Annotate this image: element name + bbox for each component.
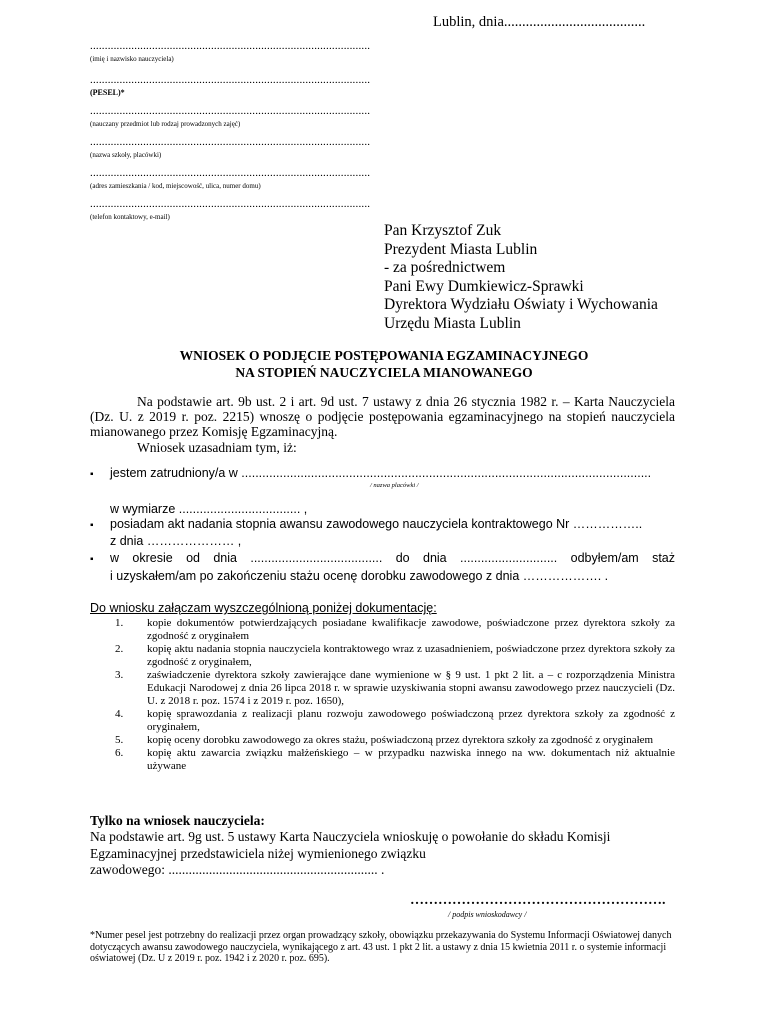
list-item-number: 5. [115, 734, 124, 746]
list-item-number: 4. [115, 708, 124, 720]
addressee-line: Prezydent Miasta Lublin [384, 240, 538, 258]
addressee-line: - za pośrednictwem [384, 259, 506, 276]
footnote: *Numer pesel jest potrzebny do realizacji przez organ prowadzący szkoły, obowiązku przekazywania do Systemu Informacji Oświatowej danych dotyczących awansu zawodowego nauczyciela, wynikającego z art. 43 ust. 1 pkt 2 lit. a ustawy z dnia 15 kwietnia 2011 r. o systemie informacji oświatowej (Dz. U z 2019 r. poz. 1942 i z 2020 r. poz. 695). [90, 930, 672, 964]
intro-paragraph: Na podstawie art. 9b ust. 2 i art. 9d ust. 7 ustawy z dnia 26 stycznia 1982 r. – Karta Nauczyciela (Dz. U. z 2019 r. poz. 2215) wnoszę o podjęcie postępowania egzaminacyjnego na stopień nauczyciela mianowanego przez Komisję Egzaminacyjną. [90, 394, 675, 439]
signature-line: ………………………………………………. [410, 893, 666, 908]
addressee-block [384, 222, 658, 333]
list-item-text: kopię sprawozdania z realizacji planu rozwoju zawodowego poświadczoną przez dyrektora szkoły za zgodność z oryginałem, [147, 708, 675, 733]
list-item-number: 2. [115, 643, 124, 655]
certificate-date: z dnia ………………… , [110, 534, 242, 548]
bullet-marker: ▪ [90, 469, 94, 480]
document-title-line2: NA STOPIEŃ NAUCZYCIELA MIANOWANEGO [235, 365, 533, 380]
teacher-request-line2: Egzaminacyjnej przedstawiciela niżej wymienionego związku [90, 846, 426, 861]
list-item-number: 3. [115, 669, 124, 681]
bullet-marker: ▪ [90, 520, 94, 531]
list-item [90, 734, 675, 747]
field-line-address: ............................................................................................... [90, 167, 371, 179]
field-line-school: ............................................................................................... [90, 136, 371, 148]
list-item-text: kopię oceny dorobku zawodowego za okres stażu, poświadczoną przez dyrektora szkoły za zgodność z oryginałem [147, 734, 654, 746]
list-item-text: kopie dokumentów potwierdzających posiadane kwalifikacje zawodowe, poświadczone przez dyrektora szkoły za zgodność z oryginałem [147, 617, 675, 642]
field-label-pesel: (PESEL)* [90, 88, 125, 97]
employment-scope: w wymiarze ................................... , [110, 502, 308, 516]
list-item [90, 617, 675, 643]
list-item [90, 747, 675, 773]
addressee-line: Pani Ewy Dumkiewicz-Sprawki [384, 277, 584, 295]
internship-evaluation: i uzyskałem/am po zakończeniu stażu ocenę dorobku zawodowego z dnia ………………. . [110, 569, 609, 583]
employment-label: / nazwa placówki / [370, 482, 419, 489]
place-date: Lublin, dnia....................................... [433, 14, 646, 30]
bullet-internship: w okresie od dnia ...................................... do dnia ............................ odbyłem/am staż [110, 551, 675, 565]
field-line-pesel: ............................................................................................... [90, 74, 371, 86]
list-item-text: zaświadczenie dyrektora szkoły zawierające dane wymienione w § 9 ust. 1 pkt 2 lit. a – c rozporządzenia Ministra Edukacji Narodowej z dnia 26 lipca 2018 r. w sprawie uzyskiwania stopni awansu zawodowego przez nauczycieli (Dz. U. z 2018 r. poz. 1574 i z 2019 r. poz. 1650), [147, 669, 675, 707]
list-item [90, 708, 675, 734]
signature-label: / podpis wnioskodawcy / [448, 910, 527, 919]
teacher-request-heading: Tylko na wniosek nauczyciela: [90, 813, 265, 828]
list-item-number: 6. [115, 747, 124, 759]
attachments-heading: Do wniosku załączam wyszczególnioną poniżej dokumentację: [90, 601, 437, 615]
document-title-line1: WNIOSEK O PODJĘCIE POSTĘPOWANIA EGZAMINACYJNEGO [179, 348, 589, 363]
bullet-certificate: posiadam akt nadania stopnia awansu zawodowego nauczyciela kontraktowego Nr …………….. [110, 517, 643, 531]
teacher-request-line3: zawodowego: .............................................................. . [90, 862, 385, 877]
intro-reason: Wniosek uzasadniam tym, iż: [137, 440, 297, 455]
list-item-text: kopię aktu nadania stopnia nauczyciela kontraktowego wraz z uzasadnieniem, poświadczone przez dyrektora szkoły za zgodność z oryginałem, [147, 643, 675, 668]
addressee-line: Urzędu Miasta Lublin [384, 314, 521, 332]
field-line-subject: ............................................................................................... [90, 105, 371, 117]
teacher-request-line1: Na podstawie art. 9g ust. 5 ustawy Karta Nauczyciela wnioskuję o powołanie do składu Komisji [90, 829, 611, 844]
list-item-number: 1. [115, 617, 124, 629]
field-label-school: (nazwa szkoły, placówki) [90, 151, 162, 159]
list-item [90, 669, 675, 708]
bullet-employment: jestem zatrudniony/a w ...................................................................................................................... [110, 466, 652, 480]
attachments-list [90, 617, 675, 773]
list-item-text: kopię aktu zawarcia związku małżeńskiego – w przypadku nazwiska innego na ww. dokumentach niż aktualnie używane [147, 747, 675, 772]
addressee-line: Pan Krzysztof Zuk [384, 222, 502, 239]
field-label-name: (imię i nazwisko nauczyciela) [90, 55, 174, 63]
addressee-line: Dyrektora Wydziału Oświaty i Wychowania [384, 296, 658, 313]
field-label-address: (adres zamieszkania / kod, miejscowość, ulica, numer domu) [90, 182, 261, 190]
list-item [90, 643, 675, 669]
field-line-name: ............................................................................................... [90, 40, 371, 52]
bullet-marker: ▪ [90, 554, 94, 565]
field-line-contact: ............................................................................................... [90, 198, 371, 210]
field-label-subject: (nauczany przedmiot lub rodzaj prowadzonych zajęć) [90, 120, 241, 128]
field-label-contact: (telefon kontaktowy, e-mail) [90, 213, 170, 221]
